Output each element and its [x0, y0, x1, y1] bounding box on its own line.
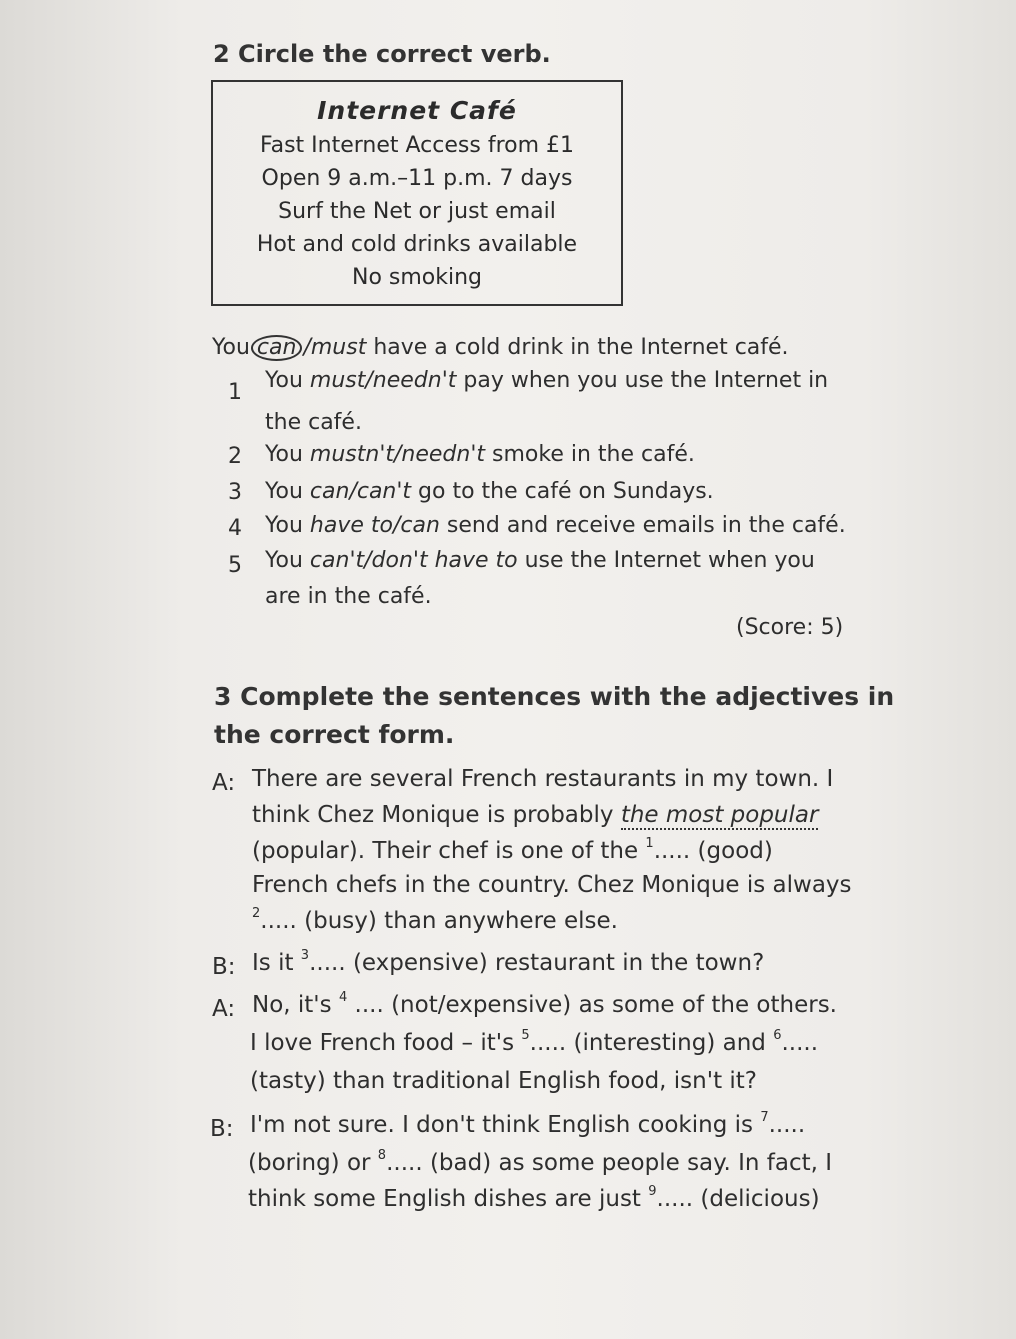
- gap-number: 7: [760, 1110, 769, 1126]
- dialog-line: [252, 838, 773, 864]
- item-number: 4: [228, 516, 242, 541]
- item-continuation: the café.: [265, 410, 362, 435]
- exercise-3-heading-line1: 3 Complete the sentences with the adjectives in: [214, 682, 895, 711]
- gap-number: 1: [645, 836, 654, 852]
- speaker-label: A:: [212, 770, 236, 796]
- speaker-label: A:: [212, 996, 236, 1022]
- item-number: 2: [228, 444, 242, 469]
- dialog-text: I'm not sure. I don't think English cooking is: [250, 1112, 761, 1138]
- gap-number: 6: [773, 1028, 782, 1044]
- gap-blank[interactable]: ..... (busy) than anywhere else.: [260, 908, 618, 934]
- item-pre: You: [265, 442, 310, 467]
- gap-blank[interactable]: .....: [768, 1112, 806, 1138]
- speaker-label: B:: [210, 1116, 234, 1142]
- gap-blank[interactable]: ..... (bad) as some people say. In fact, I: [386, 1150, 833, 1176]
- score-label: (Score: 5): [736, 615, 844, 640]
- gap-blank[interactable]: .... (not/expensive) as some of the others.: [347, 992, 837, 1018]
- example-answer: the most popular: [620, 802, 819, 828]
- item-post: use the Internet when you: [517, 548, 815, 573]
- gap-blank[interactable]: .....: [781, 1030, 819, 1056]
- item-options[interactable]: can't/don't have to: [309, 548, 518, 573]
- dialog-line: [252, 802, 818, 828]
- item-options[interactable]: must/needn't: [309, 368, 457, 393]
- dialog-line: [248, 1186, 820, 1212]
- example-other-option: /must: [303, 335, 367, 360]
- item-post: go to the café on Sundays.: [411, 479, 714, 504]
- exercise-2-heading: 2 Circle the correct verb.: [213, 40, 551, 68]
- speaker-label: B:: [212, 954, 236, 980]
- item-pre: You: [265, 368, 310, 393]
- gap-number: 3: [300, 948, 310, 964]
- dialog-text: I love French food – it's: [250, 1030, 522, 1056]
- gap-blank[interactable]: ..... (good): [653, 838, 773, 864]
- item-pre: You: [265, 548, 310, 573]
- item-pre: You: [265, 513, 310, 538]
- gap-blank[interactable]: ..... (interesting) and: [529, 1030, 774, 1056]
- dialog-line: [252, 950, 764, 976]
- dialog-text: No, it's: [252, 992, 339, 1018]
- item-post: pay when you use the Internet in: [456, 368, 829, 393]
- dialog-line: [252, 992, 837, 1018]
- item-sentence: [265, 368, 828, 393]
- item-sentence: [265, 442, 695, 467]
- sign-line: Open 9 a.m.–11 p.m. 7 days: [261, 166, 573, 191]
- dialog-line: There are several French restaurants in my town. I: [252, 766, 834, 792]
- dialog-line: French chefs in the country. Chez Monique is always: [252, 872, 852, 898]
- item-sentence: [265, 513, 846, 538]
- item-sentence: [265, 479, 714, 504]
- circled-answer: can: [251, 335, 303, 361]
- gap-blank[interactable]: ..... (expensive) restaurant in the town?: [309, 950, 765, 976]
- dialog-line: [248, 1150, 832, 1176]
- dialog-text: think Chez Monique is probably: [252, 802, 621, 828]
- dialog-text: think some English dishes are just: [248, 1186, 649, 1212]
- item-number: 3: [228, 480, 242, 505]
- dialog-text: (popular). Their chef is one of the: [252, 838, 646, 864]
- item-pre: You: [265, 479, 310, 504]
- example-start: You: [212, 335, 250, 360]
- item-options[interactable]: have to/can: [309, 513, 440, 538]
- gap-number: 4: [338, 990, 348, 1006]
- item-post: send and receive emails in the café.: [439, 513, 846, 538]
- dialog-line: [250, 1030, 818, 1056]
- gap-number: 2: [252, 906, 261, 922]
- item-options[interactable]: can/can't: [309, 479, 412, 504]
- dialog-text: Is it: [252, 950, 301, 976]
- item-number: 1: [228, 380, 242, 405]
- item-post: smoke in the café.: [485, 442, 695, 467]
- gap-blank[interactable]: ..... (delicious): [656, 1186, 820, 1212]
- item-number: 5: [228, 553, 242, 578]
- gap-number: 8: [377, 1148, 387, 1164]
- example-sentence: [212, 335, 789, 361]
- gap-number: 9: [648, 1184, 657, 1200]
- sign-line: Hot and cold drinks available: [256, 232, 578, 257]
- example-end: have a cold drink in the Internet café.: [366, 335, 789, 360]
- item-options[interactable]: mustn't/needn't: [309, 442, 486, 467]
- sign-title: Internet Café: [317, 96, 517, 125]
- dialog-text: (boring) or: [248, 1150, 378, 1176]
- exercise-3-heading-line2: the correct form.: [214, 720, 455, 749]
- dialog-line: [250, 1112, 805, 1138]
- gap-number: 5: [521, 1028, 530, 1044]
- internet-cafe-sign: [211, 80, 623, 306]
- sign-line: Fast Internet Access from £1: [259, 133, 575, 158]
- sign-line: No smoking: [351, 265, 483, 290]
- item-sentence: [265, 548, 815, 573]
- dialog-line: [252, 908, 618, 934]
- item-continuation: are in the café.: [265, 584, 432, 609]
- sign-line: Surf the Net or just email: [278, 199, 556, 224]
- dialog-line: (tasty) than traditional English food, isn't it?: [250, 1068, 758, 1094]
